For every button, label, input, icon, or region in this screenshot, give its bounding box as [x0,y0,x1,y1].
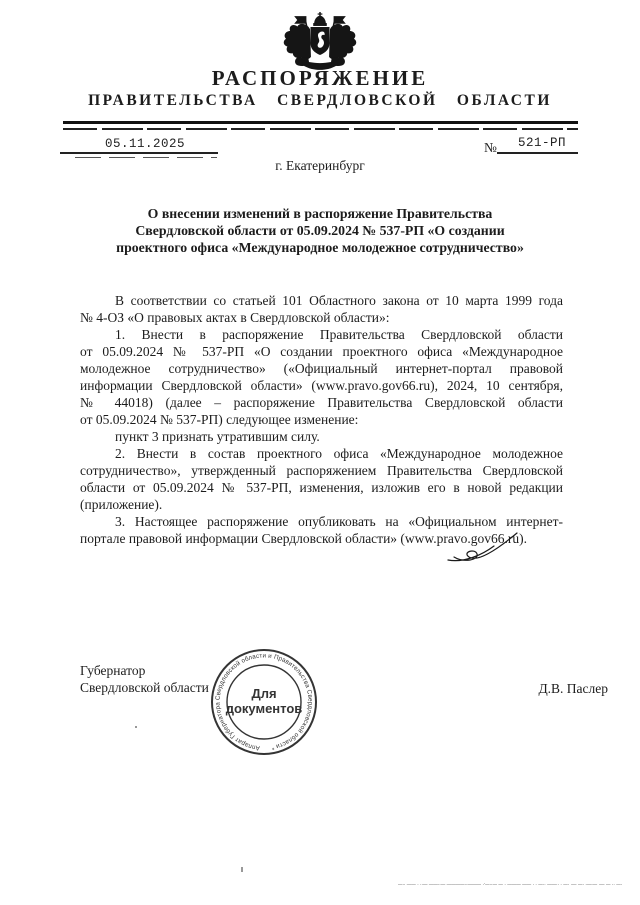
issuing-authority-title: ПРАВИТЕЛЬСТВА СВЕРДЛОВСКОЙ ОБЛАСТИ [88,92,552,109]
body-line: информации Свердловской области» (www.pravo.gov66.ru), 2024, 10 сентября, [80,378,563,393]
number-underline [497,152,578,154]
signer-post [80,662,209,696]
number-sign: № [484,140,497,155]
scan-tick-artifact [241,867,243,872]
header-rule-top [63,121,578,124]
body-line: от 05.09.2024 № 537-РП «О создании проектного офиса «Международное [80,344,563,359]
signer-post-line: Свердловской области [80,680,209,695]
body-line: сотрудничество», утвержденный распоряжением Правительства Свердловской [80,463,563,478]
scan-dot-artifact [135,726,137,728]
document-number: 521-РП [518,136,567,150]
body-line: В соответствии со статьей 101 Областного закона от 10 марта 1999 года [115,293,563,308]
handwritten-signature-mark [420,515,550,570]
document-type-title: РАСПОРЯЖЕНИЕ [211,66,429,90]
subject-line: Свердловской области от 05.09.2024 № 537-РП «О создании [135,223,505,239]
footer-microtext: ―·· ―― · ··― ――··― ――――··――― ·'―··― ― · ――― ―― · · ―·· ――·· · ―· ·― ―· ·―·― ·― ― ·· ―· [398,883,623,888]
body-line: № 44018) (далее – распоряжение Правительства Свердловской области [80,395,563,410]
body-line: от 05.09.2024 № 537-РП) следующее изменение: [80,412,359,427]
city-name: г. Екатеринбург [275,158,365,173]
body-line: молодежное сотрудничество» («Официальный интернет-портал правовой [80,361,563,376]
stamp-center-line1: Для [251,686,277,701]
subject-line: проектного офиса «Международное молодежное сотрудничество» [116,240,524,256]
stamp-center-line2: документов [225,701,303,716]
body-line: (приложение). [80,497,163,512]
body-line: области от 05.09.2024 № 537-РП, изменения, изложив его в новой редакции [80,480,563,495]
document-date: 05.11.2025 [105,137,186,151]
coat-of-arms-icon [274,12,366,70]
body-line: 3. Настоящее распоряжение опубликовать на «Официальном интернет- [115,514,563,529]
body-text [80,292,563,547]
signer-post-line: Губернатор [80,663,146,678]
stamp-ring-text: Аппарат Губернатора Свердловской области и Правительства Свердловской области * [214,652,314,752]
header-rule-bottom [63,128,578,130]
for-documents-stamp [207,645,321,759]
body-line: 1. Внести в распоряжение Правительства Свердловской области [115,327,563,342]
signer-name: Д.В. Паслер [538,681,608,696]
body-line: № 4-ОЗ «О правовых актах в Свердловской области»: [80,310,390,325]
subject-line: О внесении изменений в распоряжение Правительства [147,206,493,221]
body-line: 2. Внести в состав проектного офиса «Международное молодежное [115,446,563,461]
subject-block [70,205,570,257]
date-underline [60,152,218,154]
body-line: портале правовой информации Свердловской области» (www.pravo.gov66.ru). [80,531,528,546]
body-line: пункт 3 признать утратившим силу. [115,429,320,444]
